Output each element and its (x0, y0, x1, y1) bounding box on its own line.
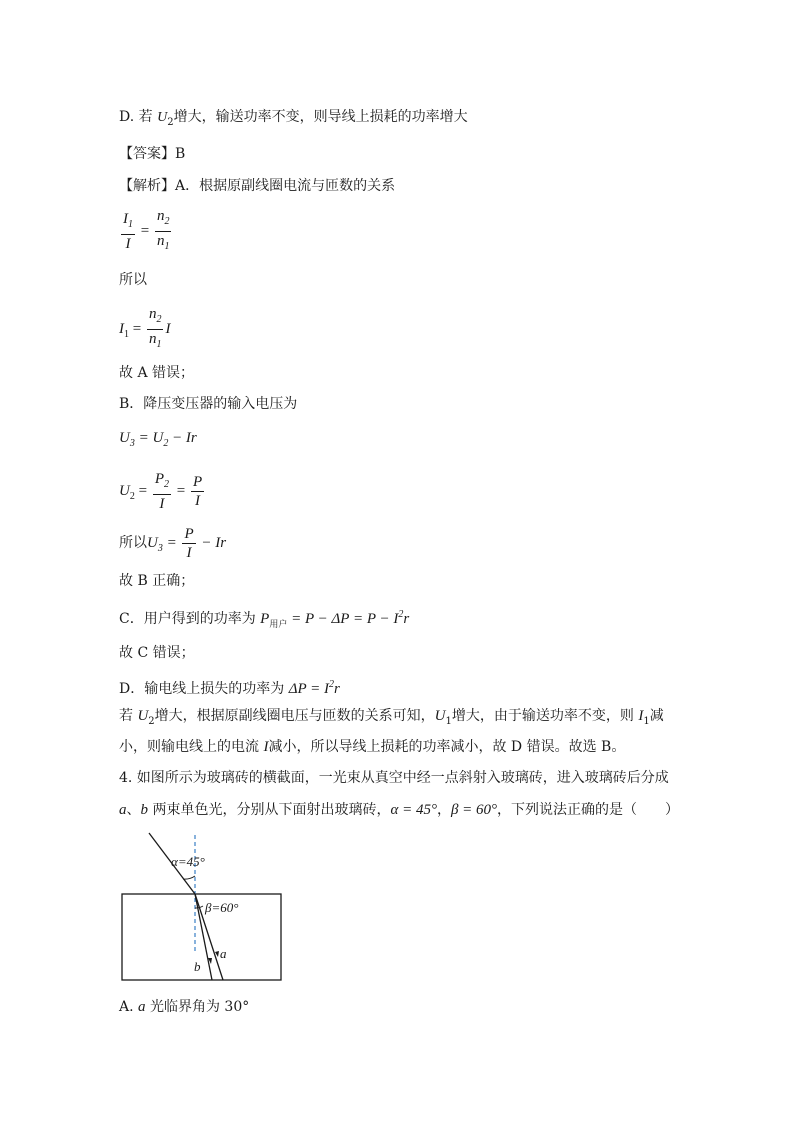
option-d: D. 若 $U_2$增大，输送功率不变，则导线上损耗的功率增大 (119, 109, 468, 128)
alpha-label: α=45° (171, 854, 205, 869)
beta-label: β=60° (205, 900, 239, 915)
equation-2: $I_1$ = $\frac{n_2}{n_1}$ I (119, 306, 171, 350)
equation-4: $U_2$ = $\frac{P_2}{I}$ = $\frac{P}{I}$ (119, 471, 203, 512)
line-c: C．用户得到的功率为 $P_{用户} = P - \Delta P = P - I^2r$ (119, 609, 410, 629)
question-4-line-1: 4. 如图所示为玻璃砖的横截面，一光束从真空中经一点斜射入玻璃砖，进入玻璃砖后分成 (119, 770, 669, 786)
conclusion-b: 故 B 正确； (119, 573, 195, 589)
answer-line: 【答案】B (119, 146, 186, 162)
conclusion-a: 故 A 错误； (119, 365, 195, 381)
line-b: B．降压变压器的输入电压为 (119, 396, 298, 412)
equation-1: $\frac{I_1}{I}$ = $\frac{n_2}{n_1}$ (123, 208, 170, 252)
alpha-arc (183, 876, 195, 879)
label-a: a (220, 946, 227, 961)
line-d: D．输电线上损失的功率为 $\Delta P = I^2r$ (119, 679, 340, 697)
equation-5: 所以$U_3$ = $\frac{P}{I}$ − Ir (119, 526, 227, 561)
equation-3: $U_3 = U_2 - Ir$ (119, 430, 197, 449)
label-b: b (194, 959, 201, 974)
glass-brick-figure (119, 830, 289, 990)
suoyi-1: 所以 (119, 272, 147, 288)
analysis-line: 【解析】A．根据原副线圈电流与匝数的关系 (119, 178, 396, 194)
conclusion-c: 故 C 错误； (119, 645, 195, 661)
question-4-line-2: a、b 两束单色光，分别从下面射出玻璃砖，α = 45°，β = 60°，下列说法正确的是（ ） (119, 802, 680, 818)
option-a: A. a 光临界角为 30° (119, 999, 250, 1015)
paragraph-d-2: 小，则输电线上的电流 I减小，所以导线上损耗的功率减小，故 D 错误。故选 B。 (119, 739, 626, 755)
paragraph-d-1: 若 $U_2$增大，根据原副线圈电压与匝数的关系可知，$U_1$增大，由于输送功率不变，则 $I_1$减 (119, 708, 664, 727)
